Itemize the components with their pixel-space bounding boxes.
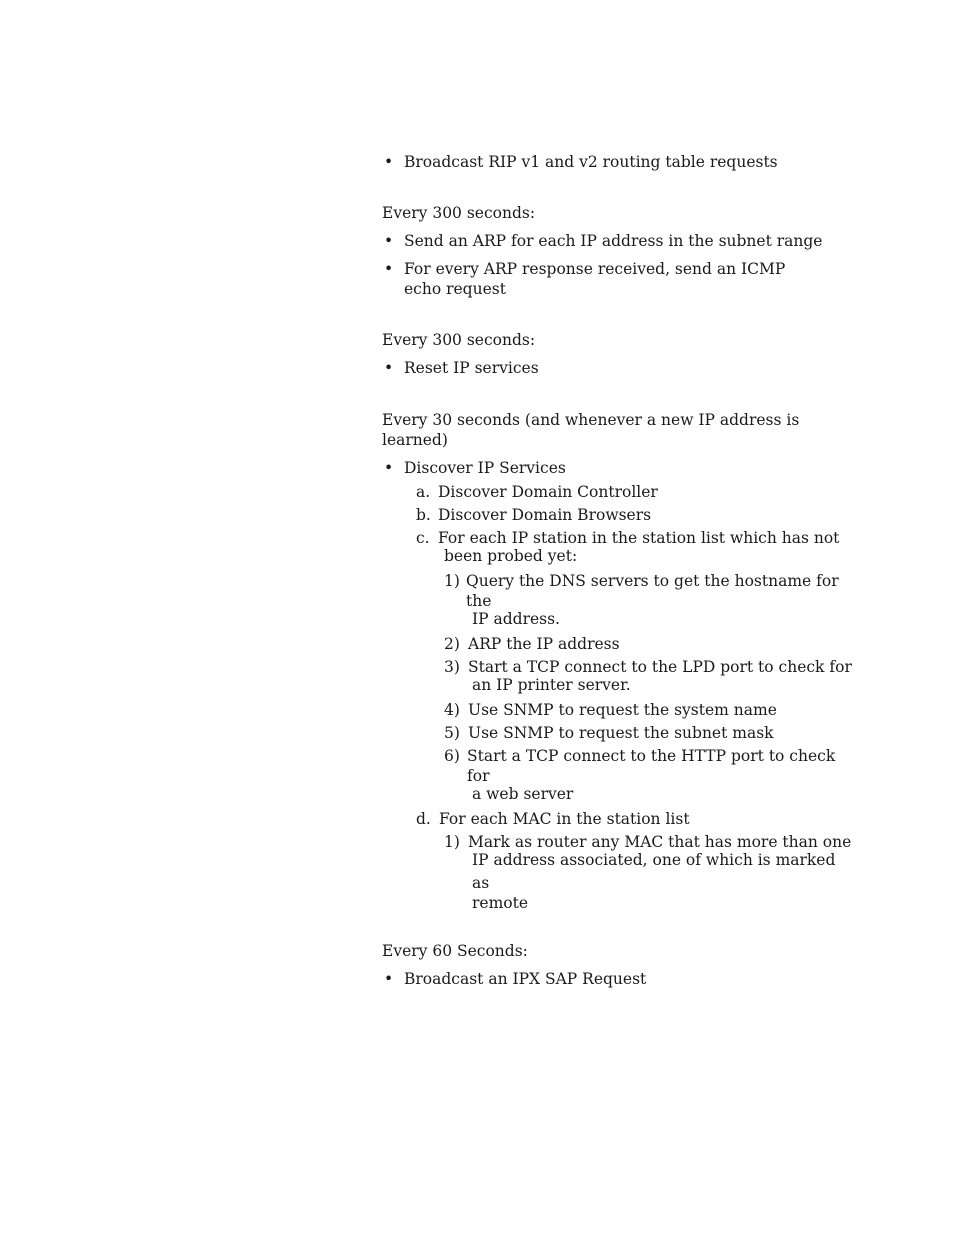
bullet-item xyxy=(382,358,854,378)
bullet-marker: • xyxy=(384,232,394,250)
section-heading: Every 30 seconds (and whenever a new IP address is learned) xyxy=(382,411,800,449)
step-marker: 2) xyxy=(444,635,460,653)
step-text: Use SNMP to request the subnet mask xyxy=(468,724,774,742)
list-text: Discover Domain Browsers xyxy=(438,506,652,524)
step-marker: 3) xyxy=(444,658,460,676)
step-marker: 1) xyxy=(444,572,460,590)
bullet-marker: • xyxy=(384,970,394,988)
step-text-continued: an IP printer server. xyxy=(472,676,631,694)
list-item-d xyxy=(382,809,854,829)
step-item xyxy=(382,634,854,654)
bullet-text: Broadcast an IPX SAP Request xyxy=(404,970,647,988)
bullet-item xyxy=(382,969,854,989)
sub-list xyxy=(382,482,854,915)
bullet-item xyxy=(382,152,854,172)
step-item xyxy=(382,746,854,806)
step-text: Start a TCP connect to the LPD port to check for xyxy=(468,658,852,676)
list-text: Discover Domain Controller xyxy=(438,483,658,501)
step-item xyxy=(382,700,854,720)
bullet-marker: • xyxy=(384,153,394,171)
section-heading: Every 300 seconds: xyxy=(382,204,536,222)
step-marker: 1) xyxy=(444,833,460,851)
step-text: ARP the IP address xyxy=(468,635,620,653)
step-item xyxy=(382,832,854,915)
list-marker: d. xyxy=(416,810,431,828)
bullet-item xyxy=(382,259,854,299)
step-text-continued: a web server xyxy=(472,785,574,803)
list-item-c xyxy=(382,528,854,568)
document-body xyxy=(382,152,854,989)
list-text-continued: been probed yet: xyxy=(444,547,578,565)
step-text: Start a TCP connect to the HTTP port to check for xyxy=(467,747,836,785)
step-text: Mark as router any MAC that has more than one xyxy=(468,833,852,851)
step-marker: 6) xyxy=(444,747,460,765)
bullet-text: Send an ARP for each IP address in the subnet range xyxy=(404,232,823,250)
list-item-b xyxy=(382,505,854,525)
step-text-continued: remote xyxy=(472,894,529,912)
list-text: For each MAC in the station list xyxy=(439,810,690,828)
step-text: Query the DNS servers to get the hostname for the xyxy=(466,572,839,610)
step-marker: 4) xyxy=(444,701,460,719)
step-marker: 5) xyxy=(444,724,460,742)
bullet-marker: • xyxy=(384,459,394,477)
step-text: Use SNMP to request the system name xyxy=(468,701,777,719)
section-heading: Every 300 seconds: xyxy=(382,331,536,349)
bullet-marker: • xyxy=(384,359,394,377)
step-item xyxy=(382,723,854,743)
bullet-item xyxy=(382,458,854,478)
step-item xyxy=(382,657,854,697)
step-text-continued: IP address associated, one of which is marked as xyxy=(472,851,836,892)
step-text-continued: IP address. xyxy=(472,610,560,628)
list-text: For each IP station in the station list which has not xyxy=(438,529,840,547)
bullet-marker: • xyxy=(384,260,394,278)
list-marker: c. xyxy=(416,529,430,547)
list-item-a xyxy=(382,482,854,502)
bullet-text: Discover IP Services xyxy=(404,459,566,477)
step-item xyxy=(382,571,854,631)
section-heading: Every 60 Seconds: xyxy=(382,942,528,960)
list-marker: b. xyxy=(416,506,431,524)
bullet-item xyxy=(382,231,854,251)
list-marker: a. xyxy=(416,483,431,501)
bullet-text: Reset IP services xyxy=(404,359,539,377)
bullet-text: Broadcast RIP v1 and v2 routing table requests xyxy=(404,153,778,171)
bullet-text: For every ARP response received, send an ICMP echo request xyxy=(404,260,786,298)
